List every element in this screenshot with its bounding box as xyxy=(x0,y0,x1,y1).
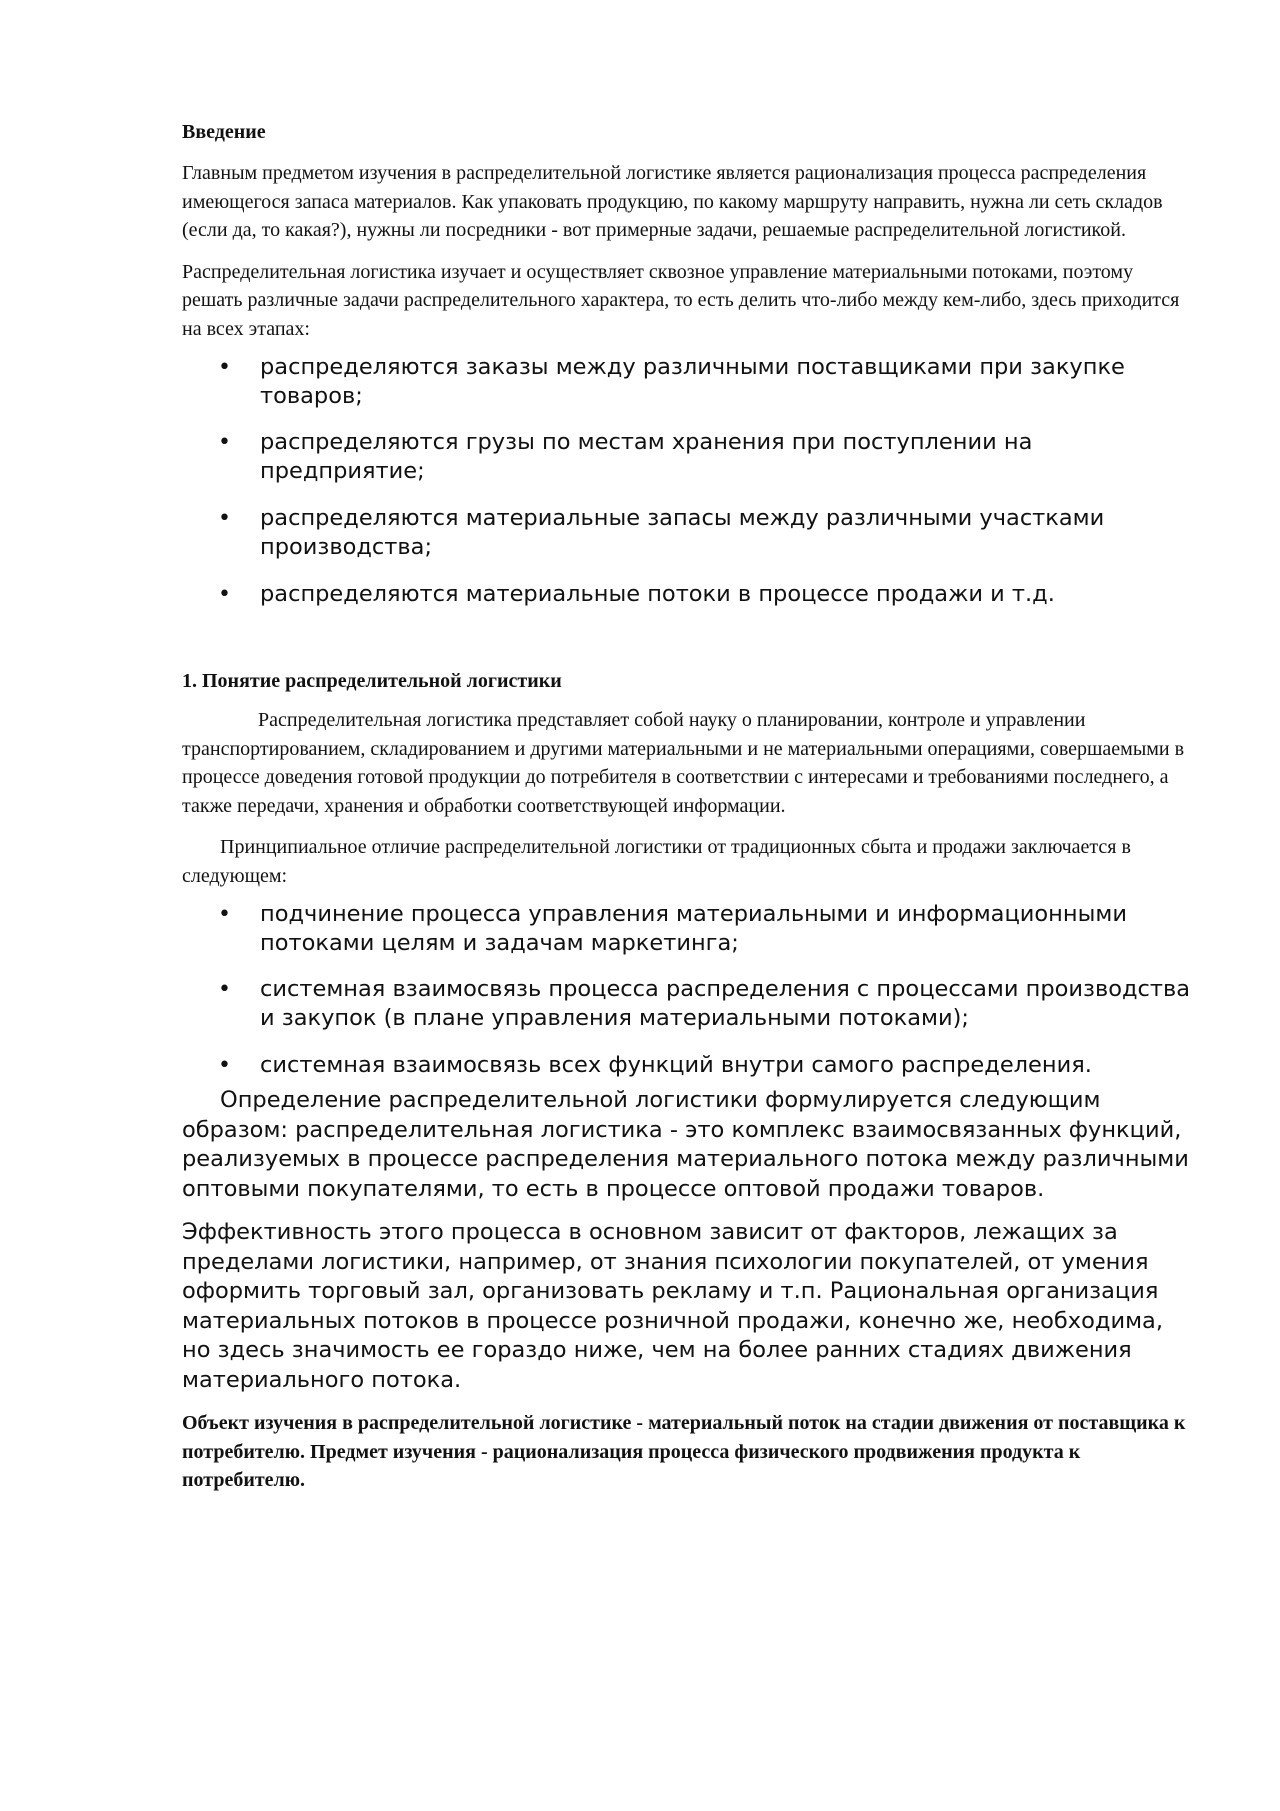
section-1-paragraph-3: Определение распределительной логистики формулируется следующим образом: распределительная логистика - это комплекс взаимосвязанных функций, реализуемых в процессе распределения материального потока между различными оптовыми покупателями, то есть в процессе оптовой продажи товаров. xyxy=(182,1087,1189,1202)
section-1-heading: 1. Понятие распределительной логистики xyxy=(182,670,562,692)
intro-paragraph-2: Распределительная логистика изучает и осуществляет сквозное управление материальными потоками, поэтому решать различные задачи распределительного характера, то есть делить что-либо между кем-либо, здесь приходится на всех этапах: xyxy=(182,260,1180,340)
list-item xyxy=(182,975,1192,1033)
section-1-bullet-list xyxy=(182,900,1192,1080)
list-item-text: системная взаимосвязь всех функций внутри самого распределения. xyxy=(260,1052,1092,1078)
section-1-paragraph-4: Эффективность этого процесса в основном зависит от факторов, лежащих за пределами логистики, например, от знания психологии покупателей, от умения оформить торговый зал, организовать рекламу и т.п. Рациональная организация материальных потоков в процессе розничной продажи, конечно же, необходима, но здесь значимость ее гораздо ниже, чем на более ранних стадиях движения материального потока. xyxy=(182,1219,1163,1393)
list-item xyxy=(182,1051,1192,1080)
section-1-paragraph-2: Принципиальное отличие распределительной логистики от традиционных сбыта и продажи заключается в следующем: xyxy=(182,836,1131,887)
list-item xyxy=(182,900,1192,958)
bullet-icon: • xyxy=(218,902,231,927)
intro-paragraph-1: Главным предметом изучения в распределительной логистике является рационализация процесса распределения имеющегося запаса материалов. Как упаковать продукцию, по какому маршруту направить, нужна ли сеть складов (если да, то какая?), нужны ли посредники - вот примерные задачи, решаемые распределительной логистикой. xyxy=(182,162,1163,241)
bullet-icon: • xyxy=(218,977,231,1002)
list-item-text: распределяются заказы между различными поставщиками при закупке товаров; xyxy=(260,354,1125,409)
document-content xyxy=(182,118,1192,1495)
list-item-text: подчинение процесса управления материальными и информационными потоками целям и задачам маркетинга; xyxy=(260,901,1127,956)
bullet-icon: • xyxy=(218,1053,231,1078)
list-item-text: распределяются грузы по местам хранения при поступлении на предприятие; xyxy=(260,429,1033,484)
list-item-text: распределяются материальные потоки в процессе продажи и т.д. xyxy=(260,581,1055,607)
bullet-icon: • xyxy=(218,355,231,380)
list-item xyxy=(182,353,1192,411)
bullet-icon: • xyxy=(218,506,231,531)
list-item-text: системная взаимосвязь процесса распределения с процессами производства и закупок (в плане управления материальными потоками); xyxy=(260,976,1191,1031)
section-1-paragraph-5: Объект изучения в распределительной логистике - материальный поток на стадии движения от поставщика к потребителю. Предмет изучения - рационализация процесса физического продвижения продукта к потребителю. xyxy=(182,1412,1186,1491)
list-item xyxy=(182,580,1192,609)
list-item-text: распределяются материальные запасы между различными участками производства; xyxy=(260,505,1105,560)
section-1-paragraph-1: Распределительная логистика представляет собой науку о планировании, контроле и управлении транспортированием, складированием и другими материальными и не материальными операциями, совершаемыми в процессе доведения готовой продукции до потребителя в соответствии с интересами и требованиями последнего, а также передачи, хранения и обработки соответствующей информации. xyxy=(182,709,1185,817)
list-item xyxy=(182,504,1192,562)
bullet-icon: • xyxy=(218,582,231,607)
intro-heading: Введение xyxy=(182,121,266,143)
intro-bullet-list xyxy=(182,353,1192,609)
list-item xyxy=(182,428,1192,486)
bullet-icon: • xyxy=(218,430,231,455)
